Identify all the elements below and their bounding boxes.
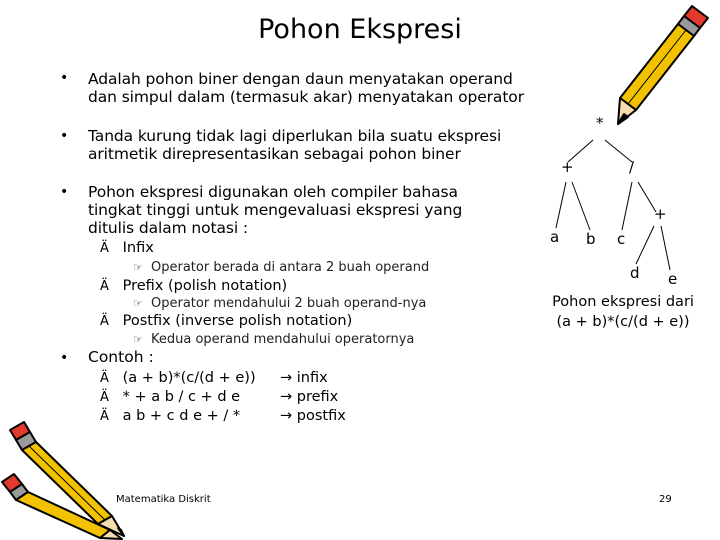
- hand-pointer-icon: ☞: [133, 297, 143, 310]
- contoh-label: Contoh :: [88, 348, 154, 366]
- right-arrow-icon: →: [280, 408, 293, 424]
- bullet-dot: •: [60, 128, 69, 144]
- tree-node-root: *: [596, 114, 604, 132]
- right-arrow-icon: →: [280, 370, 293, 386]
- subbullet-icon: Ä: [100, 390, 109, 405]
- slide-title: Pohon Ekspresi: [258, 14, 462, 45]
- tree-edge: [661, 226, 670, 270]
- tree-edge: [622, 182, 632, 230]
- bullet-text-1: Adalah pohon biner dengan daun menyatakan operand dan simpul dalam (termasuk akar) menyatakan operator: [88, 70, 524, 106]
- tree-node-b: b: [586, 230, 596, 248]
- tree-edge: [556, 182, 566, 228]
- pencil-clipart-top: [580, 0, 720, 130]
- tree-caption-line-2: (a + b)*(c/(d + e)): [556, 314, 690, 330]
- example-expr: a b + c d e + / *: [122, 408, 241, 424]
- example-kind: postfix: [296, 408, 346, 424]
- example-kind: infix: [296, 370, 328, 386]
- tree-node-divide: /: [629, 158, 635, 176]
- bullet-text-2: Tanda kurung tidak lagi diperlukan bila suatu ekspresi aritmetik direpresentasikan sebagai pohon biner: [88, 127, 502, 163]
- notation-label: Infix: [122, 240, 154, 256]
- footer-page-number: 29: [659, 494, 672, 505]
- notation-label: Prefix (polish notation): [122, 278, 288, 294]
- tree-edge: [605, 140, 632, 162]
- subbullet-icon: Ä: [100, 279, 109, 294]
- subbullet-icon: Ä: [100, 241, 109, 256]
- pencil-clipart-bottom: [0, 420, 150, 540]
- subbullet-icon: Ä: [100, 314, 109, 329]
- tree-caption-line-1: Pohon ekspresi dari: [552, 294, 694, 310]
- notation-detail: Operator mendahului 2 buah operand-nya: [151, 296, 427, 311]
- bullet-dot: •: [60, 70, 69, 86]
- notation-label: Postfix (inverse polish notation): [122, 313, 353, 329]
- hand-pointer-icon: ☞: [133, 261, 143, 274]
- footer-course-name: Matematika Diskrit: [116, 494, 211, 505]
- tree-node-plus-inner: +: [654, 205, 667, 223]
- example-expr: (a + b)*(c/(d + e)): [122, 370, 256, 386]
- tree-node-plus: +: [561, 158, 574, 176]
- bullet-dot: •: [60, 350, 69, 366]
- notation-detail: Operator berada di antara 2 buah operand: [151, 260, 430, 275]
- bullet-text-3: Pohon ekspresi digunakan oleh compiler bahasa tingkat tinggi untuk mengevaluasi ekspresi yang ditulis dalam notasi :: [88, 183, 463, 237]
- bullet-dot: •: [60, 184, 69, 200]
- tree-node-a: a: [550, 228, 560, 246]
- tree-edge: [572, 182, 590, 230]
- subbullet-icon: Ä: [100, 371, 109, 386]
- tree-node-c: c: [617, 230, 626, 248]
- example-expr: * + a b / c + d e: [122, 389, 241, 405]
- right-arrow-icon: →: [280, 389, 293, 405]
- tree-edge: [636, 226, 654, 264]
- example-kind: prefix: [296, 389, 339, 405]
- hand-pointer-icon: ☞: [133, 333, 143, 346]
- tree-node-d: d: [630, 264, 640, 282]
- tree-node-e: e: [668, 270, 678, 288]
- notation-detail: Kedua operand mendahului operatornya: [151, 332, 415, 347]
- subbullet-icon: Ä: [100, 409, 109, 424]
